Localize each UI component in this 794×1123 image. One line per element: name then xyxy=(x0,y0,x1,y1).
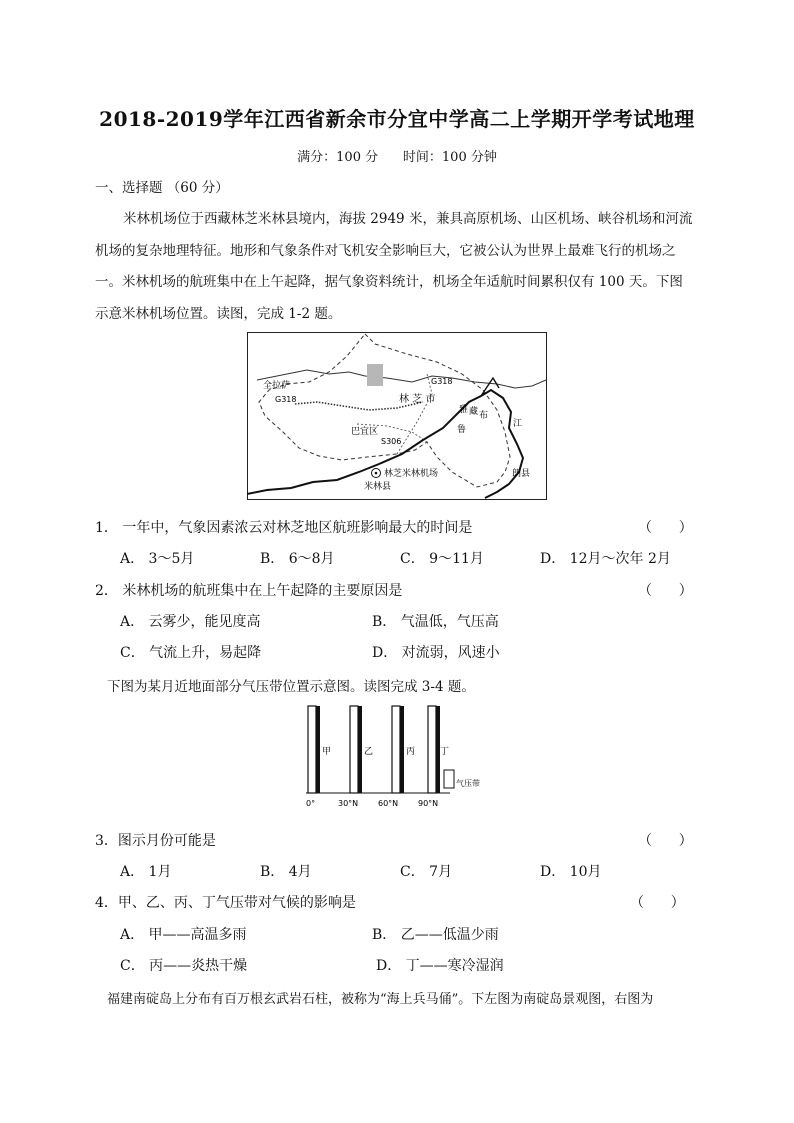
question-2-option-b[interactable]: B． 气温低，气压高 xyxy=(372,614,499,630)
question-3-option-d[interactable]: D． 10月 xyxy=(540,864,602,880)
question-1-option-b[interactable]: B． 6～8月 xyxy=(260,551,335,567)
map-label-g318-left: G318 xyxy=(275,395,297,404)
question-3-stem: 3．图示月份可能是 xyxy=(95,833,216,849)
pressure-belt-bing xyxy=(392,706,400,793)
milin-airport-map xyxy=(247,332,547,500)
question-4-answer-bracket[interactable]: （ ） xyxy=(630,895,685,911)
pressure-belt-ding xyxy=(428,706,436,793)
belt-label-jia: 甲 xyxy=(322,747,332,757)
gray-marker xyxy=(367,364,383,386)
map-label-milin: 米林县 xyxy=(364,482,392,492)
legend-label: 气压带 xyxy=(456,779,480,788)
question-2-stem: 2． 米林机场的航班集中在上午起降的主要原因是 xyxy=(95,583,403,599)
page-title: 2018-2019学年江西省新余市分宜中学高二上学期开学考试地理 xyxy=(99,107,695,131)
question-2-option-a[interactable]: A． 云雾少，能见度高 xyxy=(120,614,261,630)
belt-label-yi: 乙 xyxy=(364,747,374,757)
question-2-option-d[interactable]: D． 对流弱，风速小 xyxy=(372,645,500,661)
legend-box xyxy=(444,770,454,788)
map-label-yarlung-2: 鲁 xyxy=(457,425,467,435)
intro-3-4: 下图为某月近地面部分气压带位置示意图。读图完成 3-4 题。 xyxy=(107,679,475,695)
tick-label-30n: 30°N xyxy=(338,799,359,808)
question-4-option-d[interactable]: D． 丁——寒冷湿润 xyxy=(376,958,504,974)
question-1-option-d[interactable]: D． 12月～次年 2月 xyxy=(540,551,671,567)
question-3-option-a[interactable]: A． 1月 xyxy=(120,864,172,880)
question-4-stem: 4．甲、乙、丙、丁气压带对气候的影响是 xyxy=(95,895,356,911)
map-label-bayi: 巴宜区 xyxy=(351,427,379,437)
map-label-g318-top: G318 xyxy=(431,377,453,386)
map-label-yarlung-1: 雅 xyxy=(459,405,469,415)
map-label-jiang: 江 xyxy=(513,419,523,429)
question-4-option-c[interactable]: C． 丙——炎热干燥 xyxy=(120,958,248,974)
question-2-answer-bracket[interactable]: （ ） xyxy=(638,583,693,599)
section-heading: 一、选择题 （60 分） xyxy=(95,180,229,196)
passage-1-line: 一。米林机场的航班集中在上午起降，据气象资料统计，机场全年适航时间累积仅有 100 天。下图 xyxy=(95,274,683,290)
map-label-langxian: 朗县 xyxy=(512,469,531,479)
map-label-airport: 林芝米林机场 xyxy=(384,469,439,479)
airport-icon-center xyxy=(375,472,378,475)
map-label-zangbu-1: 藏 xyxy=(469,407,479,417)
map-label-zangbu-2: 布 xyxy=(479,411,489,421)
exam-info: 满分：100 分 时间：100 分钟 xyxy=(297,150,497,165)
question-1-stem: 1． 一年中，气象因素浓云对林芝地区航班影响最大的时间是 xyxy=(95,520,473,536)
belt-label-ding: 丁 xyxy=(440,747,450,757)
question-1-option-a[interactable]: A． 3～5月 xyxy=(120,551,195,567)
question-3-option-c[interactable]: C． 7月 xyxy=(400,864,453,880)
passage-3: 福建南碇岛上分布有百万根玄武岩石柱，被称为“海上兵马俑”。下左图为南碇岛景观图，右图为 xyxy=(107,992,654,1007)
passage-1-line: 机场的复杂地理特征。地形和气象条件对飞机安全影响巨大，它被公认为世界上最难飞行的机场之 xyxy=(95,242,676,259)
question-3-answer-bracket[interactable]: （ ） xyxy=(638,833,693,849)
passage-1 xyxy=(95,204,701,330)
belt-label-bing: 丙 xyxy=(406,747,416,757)
question-1-option-c[interactable]: C． 9～11月 xyxy=(400,551,484,567)
tick-label-60n: 60°N xyxy=(378,799,399,808)
map-label-linzhi: 林 芝 市 xyxy=(399,394,436,405)
pressure-belt-yi xyxy=(350,706,358,793)
question-4-option-a[interactable]: A． 甲——高温多雨 xyxy=(120,927,247,943)
tick-label-90n: 90°N xyxy=(418,799,439,808)
question-4-option-b[interactable]: B． 乙——低温少雨 xyxy=(372,927,499,943)
question-1-answer-bracket[interactable]: （ ） xyxy=(638,520,693,536)
passage-1-line: 示意米林机场位置。读图，完成 1-2 题。 xyxy=(95,305,342,322)
map-label-quanduosa: 全拉萨 xyxy=(263,381,291,391)
tick-label-0: 0° xyxy=(306,799,316,808)
passage-1-line: 米林机场位于西藏林芝米林县境内，海拔 2949 米，兼具高原机场、山区机场、峡谷机场和河流 xyxy=(123,211,693,227)
pressure-belt-figure xyxy=(300,700,500,814)
question-3-option-b[interactable]: B． 4月 xyxy=(260,864,312,880)
pressure-belt-jia xyxy=(308,706,316,793)
map-label-s306: S306 xyxy=(381,437,402,446)
question-2-option-c[interactable]: C． 气流上升，易起降 xyxy=(120,645,262,661)
